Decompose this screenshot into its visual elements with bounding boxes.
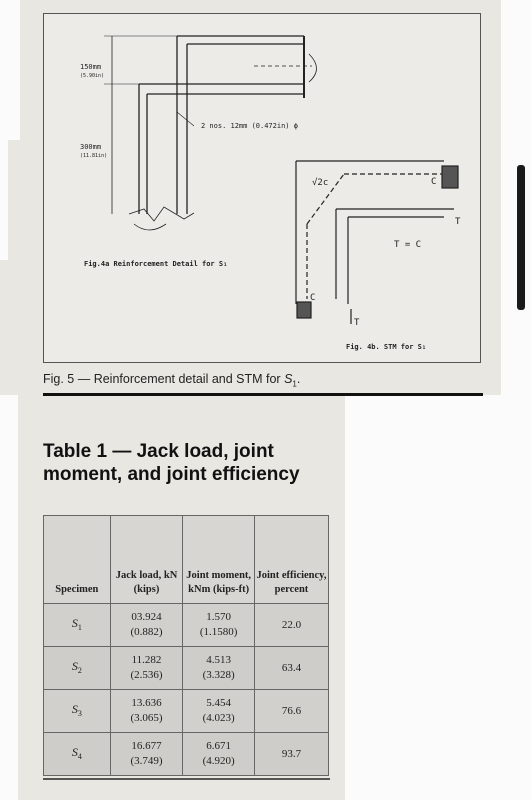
cell-efficiency: 76.6	[254, 690, 328, 733]
header-joint-moment: Joint moment, kNm (kips-ft)	[183, 516, 255, 604]
cell-jack-load: 16.677 (3.749)	[110, 733, 183, 776]
cell-joint-moment: 5.454 (4.023)	[183, 690, 255, 733]
fig4a-dim-bottom-in: (11.81in)	[80, 153, 108, 159]
figure-5	[43, 13, 481, 363]
header-specimen: Specimen	[44, 516, 111, 604]
cell-jack-load: 03.924 (0.882)	[110, 604, 183, 647]
table-row	[44, 690, 329, 733]
cell-efficiency: 22.0	[254, 604, 328, 647]
cell-efficiency: 93.7	[254, 733, 328, 776]
header-jack-load: Jack load, kN (kips)	[110, 516, 183, 604]
fig4a-dim-bottom: 300mm	[80, 143, 102, 151]
cell-specimen: $S_3$	[44, 690, 111, 733]
header-joint-efficiency: Joint efficiency, percent	[254, 516, 328, 604]
cell-specimen: $S_1$	[44, 604, 111, 647]
cell-joint-moment: 6.671 (4.920)	[183, 733, 255, 776]
cell-joint-moment: 1.570 (1.1580)	[183, 604, 255, 647]
figure-caption	[43, 372, 483, 389]
cell-specimen: $S_4$	[44, 733, 111, 776]
caption-rule	[43, 393, 483, 396]
fig4b-t-right: T	[455, 217, 461, 227]
fig4b-root2c: √2c	[312, 178, 329, 188]
caption-end: .	[296, 372, 301, 386]
fig4b-caption: Fig. 4b. STM for S₁	[346, 343, 427, 351]
table-title: Table 1 — Jack load, joint moment, and joint efficiency	[43, 441, 300, 485]
fig4a-caption: Fig.4a Reinforcement Detail for S₁	[84, 260, 228, 268]
cell-joint-moment: 4.513 (3.328)	[183, 647, 255, 690]
fig4b-t-bottom: T	[354, 318, 360, 328]
table-bottom-rule	[43, 778, 330, 780]
fig4b-t-eq-c: T = C	[394, 240, 422, 250]
table-row	[44, 604, 329, 647]
page-edge	[0, 140, 8, 260]
caption-subscript: 1	[292, 379, 297, 389]
caption-text: Fig. 5 — Reinforcement detail and STM for	[43, 372, 285, 386]
reinforcement-drawing	[44, 14, 480, 362]
cell-jack-load: 13.636 (3.065)	[110, 690, 183, 733]
fig4a-drawing	[104, 36, 317, 230]
fig4a-dim-top-in: (5.90in)	[80, 73, 105, 79]
page-edge	[345, 395, 531, 800]
cell-efficiency: 63.4	[254, 647, 328, 690]
cell-jack-load: 11.282 (2.536)	[110, 647, 183, 690]
cell-specimen: $S_2$	[44, 647, 111, 690]
table-row	[44, 647, 329, 690]
caption-specimen: S	[284, 372, 293, 386]
fig4b-c-bottom: C	[310, 293, 316, 303]
page-edge	[0, 395, 18, 800]
page-edge	[0, 0, 20, 140]
fig4a-bar-note: 2 nos. 12mm (0.472in) ϕ	[201, 122, 298, 130]
efficiency-table	[43, 515, 329, 776]
table-header-row	[44, 516, 329, 604]
binding-shadow	[517, 165, 525, 310]
fig4b-c-top: C	[431, 177, 437, 187]
fig4a-dim-top: 150mm	[80, 63, 102, 71]
table-row	[44, 733, 329, 776]
